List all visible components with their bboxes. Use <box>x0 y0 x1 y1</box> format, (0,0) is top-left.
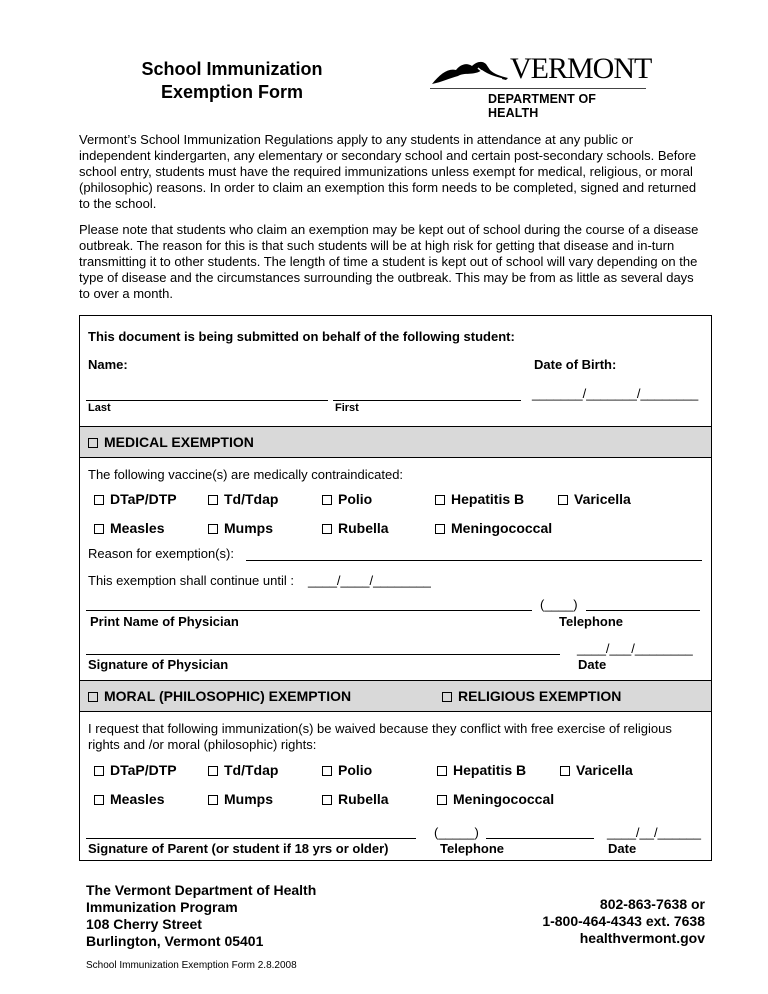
checkbox[interactable] <box>437 766 447 776</box>
dob-field[interactable]: _______/_______/________ <box>532 386 699 401</box>
website-link[interactable]: healthvermont.gov <box>579 930 705 946</box>
intro-paragraph-1: Vermont’s School Immunization Regulations apply to any students in attendance at any public or independent kindergarten, any elementary or secondary school and certain post-secondary schools. Before school entry, students must have the required immunizations unless exempt for medical, religious, or moral (philosophic) reasons. In order to claim an exemption this form needs to be completed, signed and returned to the school. <box>79 132 697 211</box>
divider <box>80 457 711 458</box>
vaccine-label: Mumps <box>224 520 273 536</box>
checkbox[interactable] <box>435 495 445 505</box>
checkbox[interactable] <box>322 795 332 805</box>
checkbox[interactable] <box>94 795 104 805</box>
continue-date-field[interactable]: ____/____/________ <box>308 573 431 588</box>
program-name: Immunization Program <box>86 899 238 915</box>
vaccine-label: Hepatitis B <box>451 491 525 507</box>
city-state-zip: Burlington, Vermont 05401 <box>86 933 264 949</box>
physician-signature-label: Signature of Physician <box>88 657 229 672</box>
phone-tollfree: 1-800-464-4343 ext. 7638 <box>542 913 705 929</box>
medical-vaccine-measles[interactable] <box>94 520 164 537</box>
medical-vaccine-polio[interactable] <box>322 491 372 508</box>
vaccine-label: Measles <box>110 520 165 536</box>
moral-vaccine-polio[interactable] <box>322 762 372 779</box>
phone-local: 802-863-7638 or <box>599 896 705 912</box>
checkbox[interactable] <box>208 795 218 805</box>
medical-exemption-label: MEDICAL EXEMPTION <box>104 434 254 450</box>
mountain-logo-icon <box>430 56 510 86</box>
parent-date-label: Date <box>608 841 637 856</box>
name-label: Name: <box>88 357 128 372</box>
medical-vaccine-rubella[interactable] <box>322 520 389 537</box>
vaccine-label: Rubella <box>338 791 389 807</box>
vaccine-label: Rubella <box>338 520 389 536</box>
checkbox[interactable] <box>94 524 104 534</box>
medical-exemption-checkbox[interactable] <box>88 438 98 448</box>
checkbox[interactable] <box>94 766 104 776</box>
department-address <box>86 882 316 950</box>
logo-wordmark: VERMONT <box>510 52 652 85</box>
vaccine-label: DTaP/DTP <box>110 762 177 778</box>
moral-exemption-checkbox[interactable] <box>88 692 98 702</box>
moral-vaccine-meningococcal[interactable] <box>437 791 554 808</box>
department-name: The Vermont Department of Health <box>86 882 317 898</box>
religious-exemption-label: RELIGIOUS EXEMPTION <box>458 688 622 704</box>
checkbox[interactable] <box>208 495 218 505</box>
vaccine-label: Polio <box>338 491 373 507</box>
physician-phone-field[interactable] <box>586 610 700 611</box>
moral-vaccine-measles[interactable] <box>94 791 164 808</box>
moral-intro: I request that following immunization(s) be waived because they conflict with free exercise of religious rights and /or moral (philosophic) rights: <box>88 721 672 752</box>
vaccine-label: Hepatitis B <box>453 762 527 778</box>
moral-vaccine-rubella[interactable] <box>322 791 389 808</box>
last-name-field[interactable] <box>86 400 328 401</box>
vaccine-label: Varicella <box>576 762 633 778</box>
medical-exemption-header[interactable] <box>88 434 254 451</box>
last-label: Last <box>88 402 111 414</box>
medical-vaccine-dtap[interactable] <box>94 491 177 508</box>
medical-vaccine-td[interactable] <box>208 491 278 508</box>
vaccine-label: Td/Tdap <box>224 491 279 507</box>
street-address: 108 Cherry Street <box>86 916 202 932</box>
physician-telephone-label: Telephone <box>559 614 624 629</box>
parent-date-field[interactable]: ____/__/______ <box>607 825 701 840</box>
medical-intro: The following vaccine(s) are medically contraindicated: <box>88 467 404 482</box>
checkbox[interactable] <box>560 766 570 776</box>
exemption-form-box <box>79 315 712 861</box>
reason-field[interactable] <box>246 560 702 561</box>
medical-vaccine-meningococcal[interactable] <box>435 520 552 537</box>
form-title-line2: Exemption Form <box>160 82 303 102</box>
vaccine-label: Polio <box>338 762 373 778</box>
religious-exemption-header[interactable] <box>442 688 621 705</box>
first-label: First <box>335 402 359 414</box>
medical-vaccine-hepb[interactable] <box>435 491 524 508</box>
checkbox[interactable] <box>322 766 332 776</box>
checkbox[interactable] <box>558 495 568 505</box>
physician-name-label: Print Name of Physician <box>90 614 239 629</box>
moral-exemption-header[interactable] <box>88 688 351 705</box>
physician-phone-area[interactable]: (____) <box>540 597 578 612</box>
logo-divider <box>430 88 646 89</box>
vaccine-label: Mumps <box>224 791 273 807</box>
vaccine-label: DTaP/DTP <box>110 491 177 507</box>
physician-name-field[interactable] <box>86 610 532 611</box>
reason-label: Reason for exemption(s): <box>88 546 234 561</box>
intro-paragraph-2: Please note that students who claim an exemption may be kept out of school during the course of a disease outbreak. The reason for this is that such students will be at high risk for getting that disease and in-turn transmitting it to other students. The length of time a student is kept out of school will vary depending on the type of disease and the circumstances surrounding the outbreak. This may be from as little as several days to over a month. <box>79 222 699 301</box>
checkbox[interactable] <box>322 495 332 505</box>
moral-exemption-label: MORAL (PHILOSOPHIC) EXEMPTION <box>104 688 352 704</box>
vermont-health-logo <box>430 52 652 120</box>
student-heading: This document is being submitted on behalf of the following student: <box>88 329 515 344</box>
medical-vaccine-varicella[interactable] <box>558 491 631 508</box>
vaccine-label: Meningococcal <box>453 791 555 807</box>
vaccine-label: Td/Tdap <box>224 762 279 778</box>
physician-date-label: Date <box>578 657 607 672</box>
department-contact <box>500 896 705 947</box>
vaccine-label: Meningococcal <box>451 520 553 536</box>
physician-signature-field[interactable] <box>86 654 560 655</box>
moral-vaccine-varicella[interactable] <box>560 762 633 779</box>
dob-label: Date of Birth: <box>534 357 617 372</box>
parent-phone-field[interactable] <box>486 838 594 839</box>
moral-vaccine-dtap[interactable] <box>94 762 177 779</box>
vaccine-label: Varicella <box>574 491 631 507</box>
physician-date-field[interactable]: ____/___/________ <box>577 641 693 656</box>
moral-vaccine-td[interactable] <box>208 762 278 779</box>
checkbox[interactable] <box>322 524 332 534</box>
divider <box>80 711 711 712</box>
form-title <box>112 58 352 104</box>
medical-vaccine-mumps[interactable] <box>208 520 273 537</box>
checkbox[interactable] <box>208 766 218 776</box>
parent-phone-area[interactable]: (_____) <box>434 825 479 840</box>
form-title-line1: School Immunization <box>141 59 323 79</box>
moral-vaccine-hepb[interactable] <box>437 762 526 779</box>
checkbox[interactable] <box>437 795 447 805</box>
religious-exemption-checkbox[interactable] <box>442 692 452 702</box>
parent-signature-label: Signature of Parent (or student if 18 yrs or older) <box>88 841 389 856</box>
moral-vaccine-mumps[interactable] <box>208 791 273 808</box>
first-name-field[interactable] <box>333 400 521 401</box>
checkbox[interactable] <box>208 524 218 534</box>
parent-signature-field[interactable] <box>86 838 416 839</box>
vaccine-label: Measles <box>110 791 165 807</box>
checkbox[interactable] <box>435 524 445 534</box>
checkbox[interactable] <box>94 495 104 505</box>
form-identifier: School Immunization Exemption Form 2.8.2008 <box>86 960 297 971</box>
logo-department: DEPARTMENT OF HEALTH <box>488 92 597 120</box>
parent-telephone-label: Telephone <box>440 841 505 856</box>
continue-label: This exemption shall continue until : <box>88 573 294 588</box>
